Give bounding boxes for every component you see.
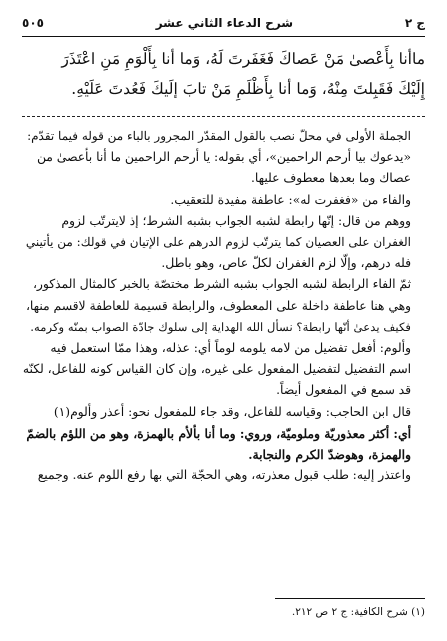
commentary-paragraph [22,126,425,190]
text-line: وألوم: أفعل تفضيل من لامه يلومه لوماً أي: عذله، وهذا ممّا استعمل فيه [50,341,411,356]
text-line: قد سمع في المفعول أيضاً. [276,383,411,398]
commentary-paragraph [22,338,425,402]
footnote-rule [275,598,425,599]
text-line: «يدعوك بيا أرحم الراحمين»، أي بقوله: يا أرحم الراحمين ما أنا بأعصىٰ من [36,150,411,165]
text-line: واعتذر إليه: طلب قبول معذرته، وهي الحجّة التي بها رفع اللوم عنه. وجميع [37,468,411,483]
text-line: والفاء من «فغفرت له»: عاطفة مفيدة للتعقيب. [170,192,411,207]
commentary-paragraph [22,274,425,338]
text-line: أي: أكثر معذوريّة وملوميّة، وروي: وما أنا بألأم بالهمزة، وهو من اللؤم بالضمّ [26,425,411,441]
page-header [22,12,425,34]
header-rule [22,36,425,37]
commentary-paragraph [22,402,425,466]
text-line: الغفران على العصيان كما يترتّب لزوم الدرهم على الإتيان في قولك: من يأتيني [25,235,411,250]
main-text-line: ماأنا بِأَعْصىٰ مَنْ عَصاكَ فَغَفَرتَ لَهُ، وَما أنا بِأَلْوَمِ مَنِ اعْتَذَرَ [61,50,425,68]
text-line: فكيف يدعىٰ أنّها رابطة؟ نسأل الله الهداية إلى سلوك جادّة الصواب بمنّه وكرمه. [30,319,411,334]
text-line: اسم التفضيل لتفضيل المفعول على غيره، وإن كان القياس كونه للفاعل، لكنّه [22,362,411,377]
text-line: عصاك وما بعدها معطوف عليها. [251,171,411,186]
text-line: ثمّ الفاء الرابطة لشبه الجواب بشبه الشرط مختصّة بالخبر كالمثال المذكور، [32,277,411,292]
text-line: ووهم من قال: إنّها رابطة لشبه الجواب بشبه الشرط؛ إذ لايترتّب لزوم [61,213,411,228]
main-text-line: إِلَيْكَ فَقَبِلتَ مِنْهُ، وَما أنا بِأَظْلَمِ مَنْ تابَ إلَيكَ فَعُدتَ عَلَيْهِ. [71,80,425,98]
page-number: ٥٠٥ [22,16,44,30]
commentary-paragraph [22,190,425,211]
footnote [22,604,425,620]
text-line: وهي هنا عاطفة داخلة على المعطوف، والرابطة قسيمة للعاطفة لاقسم منها، [25,298,411,313]
commentary-paragraph [22,465,425,486]
text-line: فله درهم، وإلّا لزم الغفران لكلّ عاص، وهو باطل. [161,256,411,271]
commentary-block [22,126,425,486]
running-title: شرح الدعاء الثاني عشر [155,16,294,30]
volume-number: ج ٢ [404,16,425,30]
text-line: قال ابن الحاجب: وقياسه للفاعل، وقد جاء للمفعول نحو: أعذر وألوم(١) [53,404,411,419]
main-text-block [22,44,425,104]
footnote-text: (١) شرح الكافية: ج ٢ ص ٢١٢. [291,606,425,618]
commentary-paragraph [22,211,425,275]
text-line: والهمزة، وهوضدّ الكرم والنجابة. [248,447,411,463]
text-line: الجملة الأولى في محلّ نصب بالقول المقدّر المجرور بالباء من قوله فيما تقدّم: [27,129,411,143]
section-separator [22,116,425,117]
